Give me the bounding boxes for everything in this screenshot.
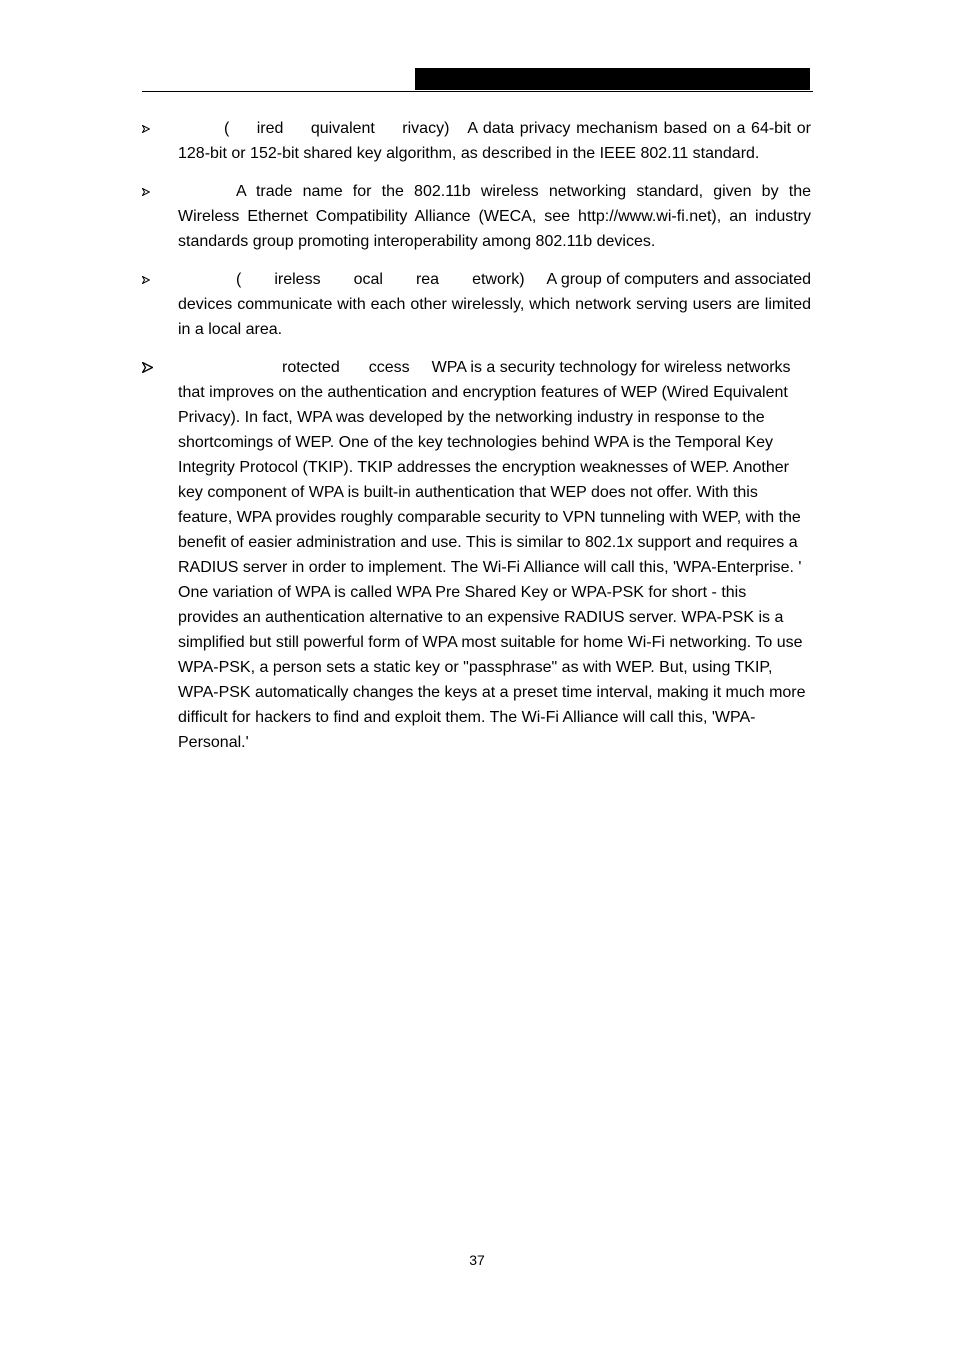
glossary-definition: A trade name for the 802.11b wireless networking standard, given by the Wireless Ethernet Compatibility Alliance (WECA, see http://www.wi-fi.net), an industry standards group promoting interoperability among 802.11b devices. <box>178 183 811 250</box>
glossary-list <box>142 116 811 768</box>
arrowhead-bullet-icon <box>142 116 156 141</box>
glossary-entry-wlan <box>142 267 811 342</box>
arrowhead-bullet-icon <box>142 355 156 380</box>
glossary-definition: A group of computers and associated devices communicate with each other wirelessly, which network serving users are limited in a local area. <box>178 271 811 338</box>
arrowhead-bullet-icon <box>142 179 156 204</box>
glossary-definition: WPA is a security technology for wireless networks that improves on the authentication and encryption features of WEP (Wired Equivalent Privacy). In fact, WPA was developed by the networking industry in response to the shortcomings of WEP. One of the key technologies behind WPA is the Temporal Key Integrity Protocol (TKIP). TKIP addresses the encryption weaknesses of WEP. Another key component of WPA is built-in authentication that WEP does not offer. With this feature, WPA provides roughly comparable security to VPN tunneling with WEP, with the benefit of easier administration and use. This is similar to 802.1x support and requires a RADIUS server in order to implement. The Wi-Fi Alliance will call this, 'WPA-Enterprise. ' One variation of WPA is called WPA Pre Shared Key or WPA-PSK for short - this provides an authentication alternative to an expensive RADIUS server. WPA-PSK is a simplified but still powerful form of WPA most suitable for home Wi-Fi networking. To use WPA-PSK, a person sets a static key or "passphrase" as with WEP. But, using TKIP, WPA-PSK automatically changes the keys at a preset time interval, making it much more difficult for hackers to find and exploit them. The Wi-Fi Alliance will call this, 'WPA-Personal.' <box>178 359 806 751</box>
glossary-term: ( ired quivalent rivacy) <box>224 120 450 137</box>
glossary-entry-wpa <box>142 355 811 755</box>
glossary-term: rotected ccess <box>282 359 410 376</box>
glossary-term: ( ireless ocal rea etwork) <box>236 271 525 288</box>
arrowhead-bullet-icon <box>142 267 156 292</box>
glossary-definition: A data privacy mechanism based on a 64-bit or 128-bit or 152-bit shared key algorithm, as described in the IEEE 802.11 standard. <box>178 120 812 162</box>
glossary-entry-wi-fi <box>142 179 811 254</box>
page-number: 37 <box>469 1252 485 1268</box>
header-bar <box>415 68 810 90</box>
header-rule <box>142 91 813 92</box>
glossary-entry-wep <box>142 116 811 166</box>
